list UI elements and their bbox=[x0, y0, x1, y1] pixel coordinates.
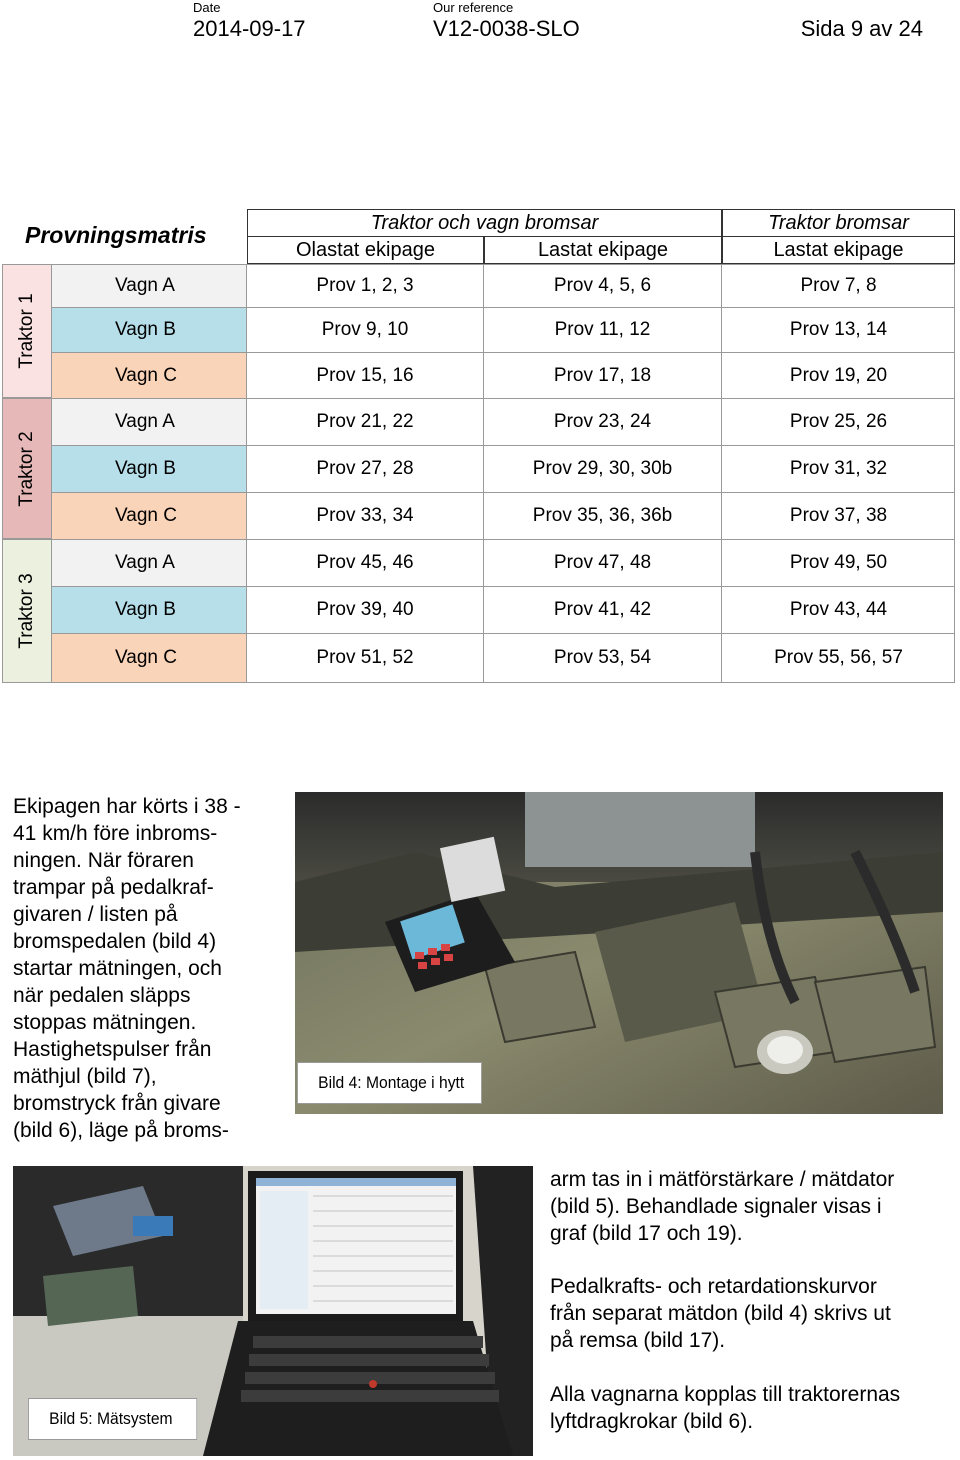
text-line: Ekipagen har körts i 38 - bbox=[13, 795, 241, 818]
test-cell: Prov 9, 10 bbox=[247, 308, 484, 352]
test-cell: Prov 13, 14 bbox=[789, 319, 888, 340]
text-line: bromspedalen (bild 4) bbox=[13, 930, 217, 953]
test-cell: Prov 53, 54 bbox=[484, 634, 722, 682]
matrix-row bbox=[52, 264, 955, 307]
text-line: bromstryck från givare bbox=[13, 1092, 221, 1115]
text-line: (bild 6), läge på broms- bbox=[13, 1119, 229, 1142]
test-cell: Prov 43, 44 bbox=[789, 599, 888, 620]
test-cell: Prov 17, 18 bbox=[484, 353, 722, 398]
text-line: stoppas mätningen. bbox=[13, 1011, 197, 1034]
tractor-label-text: Traktor 3 bbox=[16, 573, 37, 649]
test-cell: Prov 31, 32 bbox=[789, 458, 888, 479]
text-line: trampar på pedalkraf- bbox=[13, 876, 214, 899]
text-line: 41 km/h före inbroms- bbox=[13, 822, 218, 845]
date-value: 2014-09-17 bbox=[193, 16, 306, 41]
matrix-row bbox=[52, 445, 955, 492]
bild5-caption: Bild 5: Mätsystem bbox=[28, 1398, 197, 1440]
wagon-label: Vagn C bbox=[52, 353, 247, 398]
test-cell: Prov 29, 30, 30b bbox=[484, 446, 722, 492]
wagon-label: Vagn C bbox=[52, 493, 247, 539]
column-header-loaded-tractor: Lastat ekipage bbox=[722, 236, 955, 264]
text-line: graf (bild 17 och 19). bbox=[550, 1222, 743, 1245]
test-cell: Prov 1, 2, 3 bbox=[247, 265, 484, 307]
text-line: mäthjul (bild 7), bbox=[13, 1065, 157, 1088]
test-cell: Prov 15, 16 bbox=[247, 353, 484, 398]
matrix-row bbox=[52, 633, 955, 683]
matrix-row bbox=[52, 307, 955, 352]
wagon-label: Vagn B bbox=[52, 308, 247, 352]
text-line: Pedalkrafts- och retardationskurvor bbox=[550, 1275, 877, 1298]
test-cell: Prov 37, 38 bbox=[789, 505, 888, 526]
text-line: lyftdragkrokar (bild 6). bbox=[550, 1410, 754, 1433]
wagon-label: Vagn B bbox=[52, 446, 247, 492]
test-cell: Prov 7, 8 bbox=[800, 275, 877, 296]
intro-paragraph bbox=[13, 793, 288, 1144]
wagon-label: Vagn A bbox=[52, 540, 247, 586]
text-line: givaren / listen på bbox=[13, 903, 178, 926]
test-cell: Prov 49, 50 bbox=[789, 552, 888, 573]
test-cell: Prov 41, 42 bbox=[484, 587, 722, 633]
tractor-label-2 bbox=[2, 398, 52, 539]
text-line: Alla vagnarna kopplas till traktorernas bbox=[550, 1383, 901, 1406]
pedal-curves-paragraph bbox=[550, 1273, 950, 1354]
test-cell: Prov 25, 26 bbox=[789, 411, 888, 432]
reference-label: Our reference bbox=[433, 0, 514, 15]
matrix-row bbox=[52, 398, 955, 445]
bild4-caption: Bild 4: Montage i hytt bbox=[297, 1062, 482, 1104]
tractor-label-3 bbox=[2, 539, 52, 683]
group-header-tractor-only: Traktor bromsar bbox=[722, 209, 955, 237]
test-cell: Prov 45, 46 bbox=[247, 540, 484, 586]
matrix-title: Provningsmatris bbox=[25, 222, 207, 248]
matrix-row bbox=[52, 492, 955, 539]
page-number: Sida 9 av 24 bbox=[800, 16, 923, 41]
test-cell: Prov 27, 28 bbox=[247, 446, 484, 492]
tractor-label-1 bbox=[2, 264, 52, 398]
tractor-label-text: Traktor 1 bbox=[16, 293, 37, 369]
tractor-label-text: Traktor 2 bbox=[16, 430, 37, 507]
text-line: från separat mätdon (bild 4) skrivs ut bbox=[550, 1302, 891, 1325]
test-cell: Prov 35, 36, 36b bbox=[484, 493, 722, 539]
test-cell: Prov 21, 22 bbox=[247, 399, 484, 445]
test-cell: Prov 51, 52 bbox=[247, 634, 484, 682]
test-cell: Prov 23, 24 bbox=[484, 399, 722, 445]
matrix-row bbox=[52, 539, 955, 586]
wagon-label: Vagn A bbox=[52, 399, 247, 445]
text-line: Hastighetspulser från bbox=[13, 1038, 212, 1061]
group-header-tractor-and-trailer: Traktor och vagn bromsar bbox=[247, 209, 722, 237]
date-label: Date bbox=[193, 0, 221, 15]
text-line: på remsa (bild 17). bbox=[550, 1329, 726, 1352]
matrix-row bbox=[52, 352, 955, 398]
text-line: startar mätningen, och bbox=[13, 957, 222, 980]
test-cell: Prov 39, 40 bbox=[247, 587, 484, 633]
signal-paragraph bbox=[550, 1166, 950, 1247]
text-line: arm tas in i mätförstärkare / mätdator bbox=[550, 1168, 895, 1191]
wagon-label: Vagn B bbox=[52, 587, 247, 633]
matrix-row bbox=[52, 586, 955, 633]
column-header-unloaded: Olastat ekipage bbox=[247, 236, 484, 264]
wagon-label: Vagn C bbox=[52, 634, 247, 682]
test-cell: Prov 55, 56, 57 bbox=[774, 647, 903, 668]
column-header-loaded: Lastat ekipage bbox=[484, 236, 722, 264]
wagon-label: Vagn A bbox=[52, 265, 247, 307]
test-cell: Prov 19, 20 bbox=[789, 364, 888, 386]
text-line: (bild 5). Behandlade signaler visas i bbox=[550, 1195, 882, 1218]
coupling-paragraph bbox=[550, 1381, 950, 1435]
test-cell: Prov 4, 5, 6 bbox=[484, 265, 722, 307]
test-cell: Prov 11, 12 bbox=[484, 308, 722, 352]
reference-value: V12-0038-SLO bbox=[433, 16, 580, 41]
test-cell: Prov 33, 34 bbox=[247, 493, 484, 539]
text-line: när pedalen släpps bbox=[13, 984, 191, 1007]
text-line: ningen. När föraren bbox=[13, 849, 194, 872]
test-cell: Prov 47, 48 bbox=[484, 540, 722, 586]
